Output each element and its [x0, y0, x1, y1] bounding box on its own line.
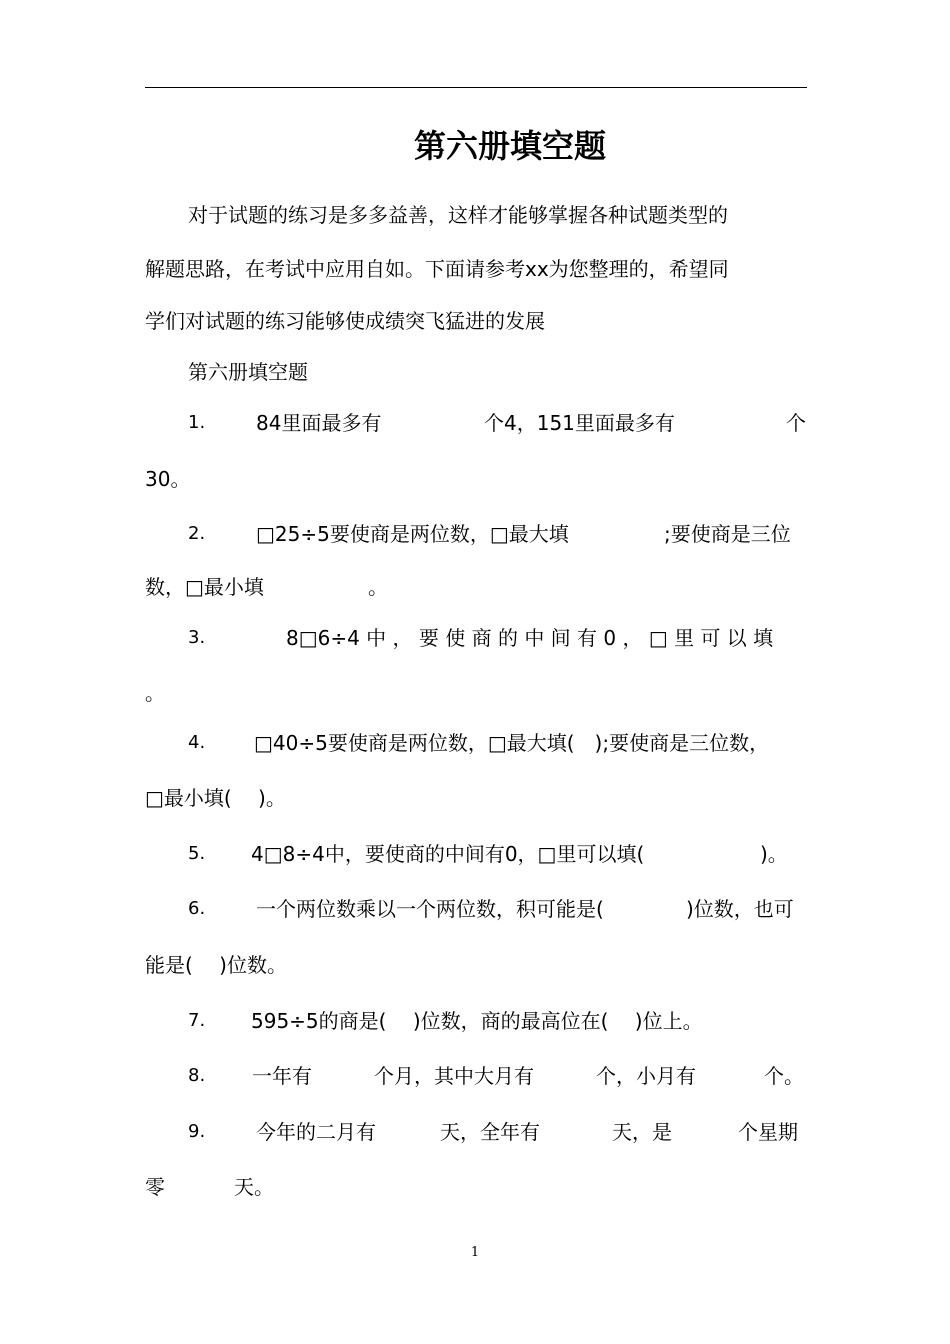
- question-5-text-b: )。: [760, 842, 788, 866]
- question-8-number: 8.: [188, 1065, 206, 1086]
- question-9-text-d: 个星期: [738, 1120, 798, 1144]
- question-4-text: □40÷5要使商是两位数，□最大填( );要使商是三位数，: [254, 731, 770, 755]
- question-8-text-a: 一年有: [252, 1064, 312, 1088]
- question-9-number: 9.: [188, 1121, 206, 1142]
- question-6-text-a: 一个两位数乘以一个两位数，积可能是(: [256, 897, 604, 921]
- question-1-text-b: 个4，151里面最多有: [484, 411, 675, 435]
- header-rule: [145, 87, 807, 88]
- page-number: 1: [470, 1245, 480, 1260]
- question-8-text-b: 个月，其中大月有: [374, 1064, 534, 1088]
- question-8-text-c: 个，小月有: [596, 1064, 696, 1088]
- question-1-text-c: 个: [786, 411, 806, 435]
- question-5-text-a: 4□8÷4中，要使商的中间有0，□里可以填(: [251, 842, 645, 866]
- question-9-text-a: 今年的二月有: [256, 1120, 376, 1144]
- question-1-text-a: 84里面最多有: [256, 411, 382, 435]
- question-3-number: 3.: [188, 627, 206, 648]
- question-7-number: 7.: [188, 1010, 206, 1031]
- question-6-text-b: )位数，也可: [686, 897, 794, 921]
- question-1-number: 1.: [188, 412, 206, 433]
- intro-line-2: 解题思路，在考试中应用自如。下面请参考xx为您整理的，希望同: [145, 257, 729, 281]
- question-2-text-a: □25÷5要使商是两位数，□最大填: [256, 522, 569, 546]
- question-3-continuation: 。: [145, 681, 165, 705]
- question-6-continuation: 能是( )位数。: [145, 953, 287, 977]
- intro-line-1: 对于试题的练习是多多益善，这样才能够掌握各种试题类型的: [188, 203, 728, 227]
- intro-line-3: 学们对试题的练习能够使成绩突飞猛进的发展: [145, 309, 545, 333]
- question-3-text: 8□6÷4 中 ， 要 使 商 的 中 间 有 0 ， □ 里 可 以 填: [286, 626, 774, 650]
- question-4-number: 4.: [188, 732, 206, 753]
- section-subtitle: 第六册填空题: [188, 360, 308, 384]
- document-title: 第六册填空题: [413, 127, 606, 165]
- question-9-text-b: 天，全年有: [440, 1120, 540, 1144]
- question-5-number: 5.: [188, 843, 206, 864]
- question-9-continuation-b: 天。: [234, 1175, 274, 1199]
- question-1-continuation: 30。: [145, 467, 191, 491]
- question-7-text: 595÷5的商是( )位数，商的最高位在( )位上。: [251, 1009, 703, 1033]
- question-2-continuation-b: 。: [368, 575, 388, 599]
- question-2-number: 2.: [188, 523, 206, 544]
- question-4-continuation: □最小填( )。: [145, 786, 286, 810]
- question-2-continuation-a: 数，□最小填: [145, 575, 264, 599]
- question-6-number: 6.: [188, 898, 206, 919]
- question-8-text-d: 个。: [764, 1064, 804, 1088]
- question-2-text-b: ;要使商是三位: [664, 522, 791, 546]
- question-9-continuation-a: 零: [145, 1175, 165, 1199]
- question-9-text-c: 天，是: [612, 1120, 672, 1144]
